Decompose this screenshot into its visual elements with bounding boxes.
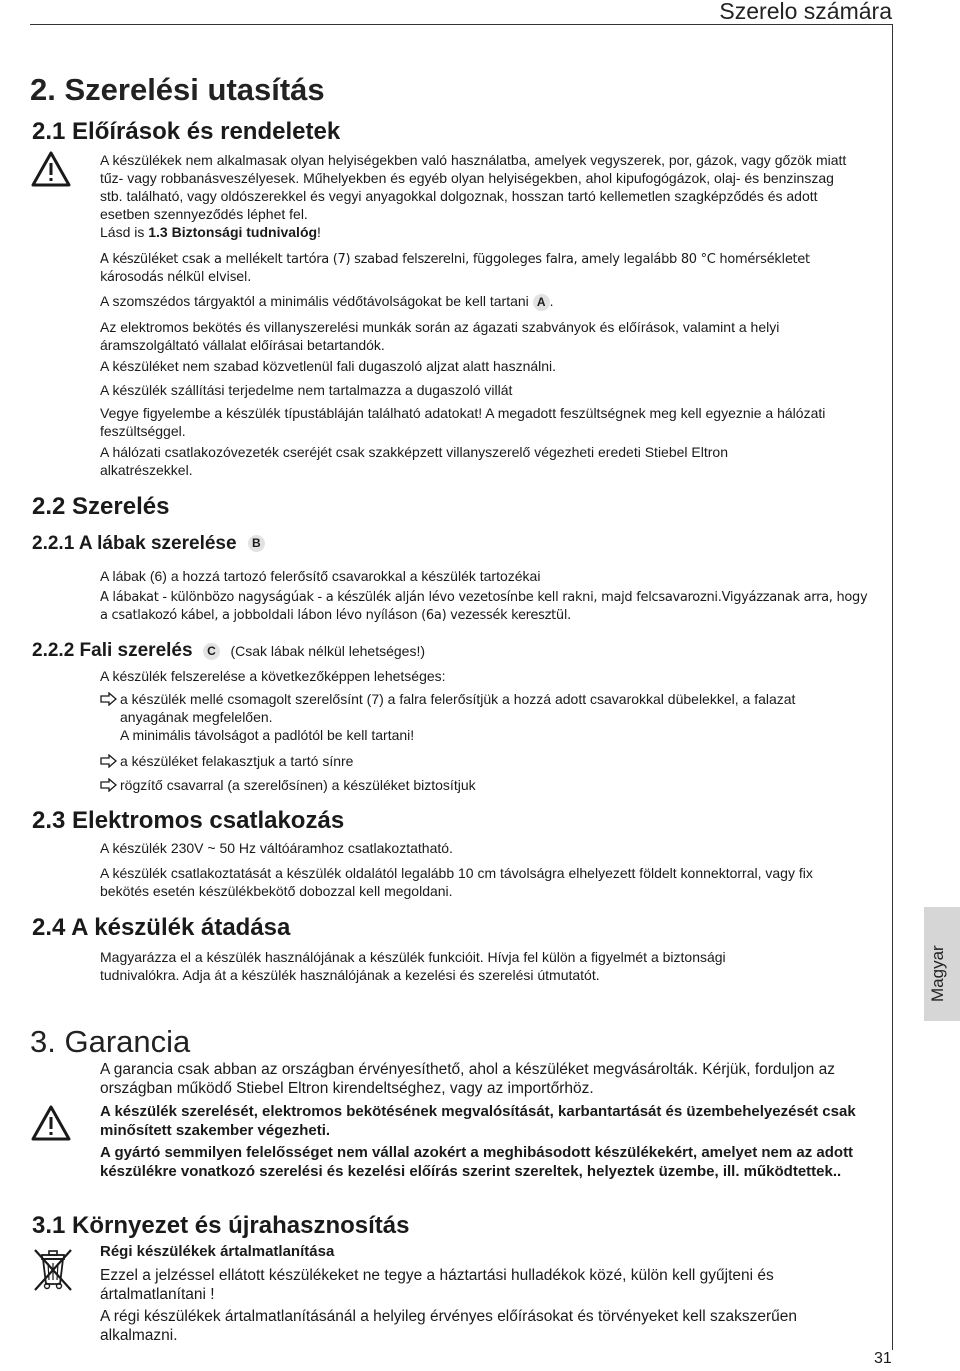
paragraph: A készülékek nem alkalmasak olyan helyiségekben való használatba, amelyek vegyszerek, por, gázok, vagy gőzök miatt tűz- vagy robbanásveszélyesek. Műhelyekben és egyéb olyan helyiségekben, ahol kipufogógázok, olaj- és benzinszag stb. található, vagy oldószerekkel és vegyi anyagokkal dolgoznak, hosszan tartó kellemetlen szagképződés és adott esetben szennyeződés léphet fel. Lásd is 1.3 Biztonsági tudnivalóg! xyxy=(100,152,847,240)
paragraph: A készüléket nem szabad közvetlenül fali dugaszoló aljzat alatt használni. xyxy=(100,358,557,374)
section-2-2-2-heading: 2.2.2 Fali szerelés C (Csak lábak nélkül lehetséges!) xyxy=(32,640,426,661)
warning-triangle-icon xyxy=(30,150,72,188)
paragraph: A hálózati csatlakozóvezeték cseréjét csak szakképzett villanyszerelő végezheti eredeti Stiebel Eltron alkatrészekkel. xyxy=(100,444,728,478)
paragraph: A régi készülékek ártalmatlanításánál a helyileg érvényes előírásokat és törvényeket kell szakszerűen alkalmazni. xyxy=(100,1308,798,1344)
paragraph: Ezzel a jelzéssel ellátott készülékeket ne tegye a háztartási hulladékok közé, külön kell gyűjteni és ártalmatlanítani ! xyxy=(100,1267,774,1303)
section-3-title: 3. Garancia xyxy=(30,1024,191,1059)
warning-triangle-icon xyxy=(30,1104,72,1142)
marker-a: A xyxy=(533,294,550,311)
paragraph: A garancia csak abban az országban érvényesíthető, ahol a készüléket megvásárolták. Kérjük, forduljon az országban működő Stiebel Eltron kirendeltséghez, vagy az importőrhöz. xyxy=(100,1061,835,1097)
paragraph: Magyarázza el a készülék használójának a készülék funkcióit. Hívja fel külön a figyelmét a biztonsági tudnivalókra. Adja át a készülék használójának a kezelési és szerelési útmutatót. xyxy=(100,949,726,983)
paragraph: A készülék felszerelése a következőképpen lehetséges: xyxy=(100,668,446,684)
marker-b: B xyxy=(248,535,265,552)
margin-rule xyxy=(892,24,893,1350)
section-2-4-title: 2.4 A készülék átadása xyxy=(32,914,291,941)
section-2-title: 2. Szerelési utasítás xyxy=(30,72,325,107)
paragraph: Az elektromos bekötés és villanyszerelési munkák során az ágazati szabványok és előírások, valamint a helyi áramszolgáltató vállalat előírásai betartandók. xyxy=(100,319,780,353)
paragraph: A lábak (6) a hozzá tartozó felerősítő csavarokkal a készülék tartozékai xyxy=(100,568,541,584)
paragraph: A lábakat - különbözo nagyságúak - a készülék alján lévo vezetosínbe kell rakni, majd felcsavarozni.Vigyázzanak arra, hogy a csatlakozó kábel, a jobboldali lábon lévo nyíláson (6a) vezessék keresztül. xyxy=(100,590,868,623)
bold-paragraph: A készülék szerelését, elektromos bekötésének megvalósítását, karbantartását és üzembehelyezését csak minősített szakember végezheti. xyxy=(100,1103,856,1139)
language-tab xyxy=(924,907,960,1021)
header-section-title: Szerelo számára xyxy=(719,0,892,24)
section-3-1-title: 3.1 Környezet és újrahasznosítás xyxy=(32,1212,410,1239)
language-tab-label: Magyar xyxy=(928,945,947,1002)
section-2-3-title: 2.3 Elektromos csatlakozás xyxy=(32,807,345,834)
paragraph: Vegye figyelembe a készülék típustábláján található adatokat! A megadott feszültségnek meg kell egyeznie a hálózati feszültséggel. xyxy=(100,405,826,439)
page-number: 31 xyxy=(874,1350,892,1367)
crossed-out-bin-icon xyxy=(30,1246,76,1292)
subsection-title: Régi készülékek ártalmatlanítása xyxy=(100,1243,335,1260)
paragraph: A készülék 230V ~ 50 Hz váltóáramhoz csatlakoztatható. xyxy=(100,840,453,856)
list-item: a készülék mellé csomagolt szerelősínt (7) a falra felerősítjük a hozzá adott csavarokkal dübelekkel, a falazat anyagának megfelelően. A minimális távolságot a padlótól be kell tartani! xyxy=(100,690,860,744)
paragraph: A készülék szállítási terjedelme nem tartalmazza a dugaszoló villát xyxy=(100,382,513,398)
hollow-arrow-right-icon xyxy=(100,778,118,792)
section-2-2-title: 2.2 Szerelés xyxy=(32,493,170,520)
bold-paragraph: A gyártó semmilyen felelősséget nem vállal azokért a meghibásodott készülékekért, amelyet nem az adott készülékre vonatkozó szerelési és kezelési előírás szerint szereltek, helyeztek üzembe, ill. működtettek.. xyxy=(100,1144,854,1180)
hollow-arrow-right-icon xyxy=(100,754,118,768)
paragraph: A készülék csatlakoztatását a készülék oldalától legalább 10 cm távolságra elhelyezett földelt konnektorral, vagy fix bekötés esetén készülékbekötő dobozzal kell megoldani. xyxy=(100,865,813,899)
paragraph: A készüléket csak a mellékelt tartóra (7) szabad felszerelni, függoleges falra, amely legalább 80 °C homérsékletet károsodás nélkül elvisel. xyxy=(100,252,810,285)
header-rule xyxy=(30,24,892,25)
section-2-1-title: 2.1 Előírások és rendeletek xyxy=(32,118,341,145)
paragraph: A szomszédos tárgyaktól a minimális védőtávolságokat be kell tartani A . xyxy=(100,293,554,309)
section-2-2-1-title: 2.2.1 A lábak szerelése B xyxy=(32,533,265,555)
list-item: a készüléket felakasztjuk a tartó sínre xyxy=(100,752,860,770)
hollow-arrow-right-icon xyxy=(100,692,118,706)
marker-c: C xyxy=(203,643,220,660)
list-item: rögzítő csavarral (a szerelősínen) a készüléket biztosítjuk xyxy=(100,776,860,794)
